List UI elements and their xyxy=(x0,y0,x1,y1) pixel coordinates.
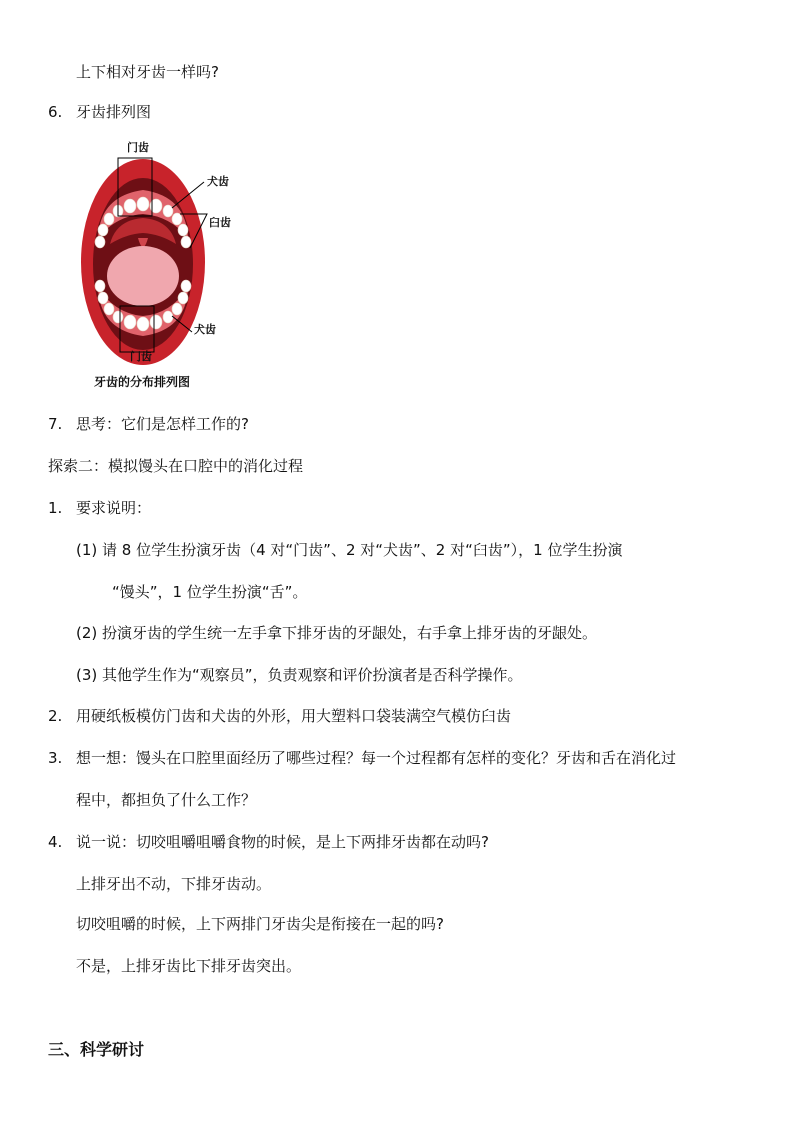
figure-label-lower-canine: 犬齿 xyxy=(194,323,216,336)
figure-label-lower-incisor: 门齿 xyxy=(130,350,152,363)
requirement-1-line-2: “馒头”，1 位学生扮演“舌”。 xyxy=(112,583,308,601)
item-4-text: 说一说：切咬咀嚼咀嚼食物的时候，是上下两排牙齿都在动吗? xyxy=(76,833,489,851)
requirement-1-line-1: (1) 请 8 位学生扮演牙齿（4 对“门齿”、2 对“犬齿”、2 对“臼齿”），1 位学生扮演 xyxy=(76,541,623,559)
item-1-text: 要求说明： xyxy=(76,499,152,517)
item-6-text: 牙齿排列图 xyxy=(76,103,152,121)
requirement-2: (2) 扮演牙齿的学生统一左手拿下排牙齿的牙龈处，右手拿上排牙齿的牙龈处。 xyxy=(76,624,598,642)
figure-caption: 牙齿的分布排列图 xyxy=(94,375,191,389)
item-6-number: 6. xyxy=(48,103,63,121)
tongue xyxy=(107,246,179,306)
item-3-number: 3. xyxy=(48,749,63,767)
item-3-line-2: 程中，都担负了什么工作？ xyxy=(76,791,257,809)
item-7-text: 思考：它们是怎样工作的? xyxy=(76,415,249,433)
question-2: 切咬咀嚼的时候，上下两排门牙齿尖是衔接在一起的吗? xyxy=(76,915,444,933)
item-1-number: 1. xyxy=(48,499,63,517)
explore-2-heading: 探索二：模拟馒头在口腔中的消化过程 xyxy=(48,457,304,475)
answer-2: 不是，上排牙齿比下排牙齿突出。 xyxy=(76,957,302,975)
item-7-number: 7. xyxy=(48,415,63,433)
item-3-line-1: 想一想：馒头在口腔里面经历了哪些过程？每一个过程都有怎样的变化？牙齿和舌在消化过 xyxy=(76,749,677,767)
figure-label-upper-incisor: 门齿 xyxy=(127,141,149,154)
requirement-3: (3) 其他学生作为“观察员”，负责观察和评价扮演者是否科学操作。 xyxy=(76,666,523,684)
answer-1: 上排牙出不动，下排牙齿动。 xyxy=(76,875,272,893)
item-4-number: 4. xyxy=(48,833,63,851)
section-3-heading: 三、科学研讨 xyxy=(48,1040,145,1059)
item-2-text: 用硬纸板模仿门齿和犬齿的外形，用大塑料口袋装满空气模仿臼齿 xyxy=(76,707,512,725)
item-2-number: 2. xyxy=(48,707,63,725)
figure-label-upper-canine: 犬齿 xyxy=(207,175,229,188)
intro-line: 上下相对牙齿一样吗? xyxy=(76,63,219,81)
figure-label-molar: 臼齿 xyxy=(209,216,231,229)
teeth-arrangement-figure xyxy=(80,138,250,390)
